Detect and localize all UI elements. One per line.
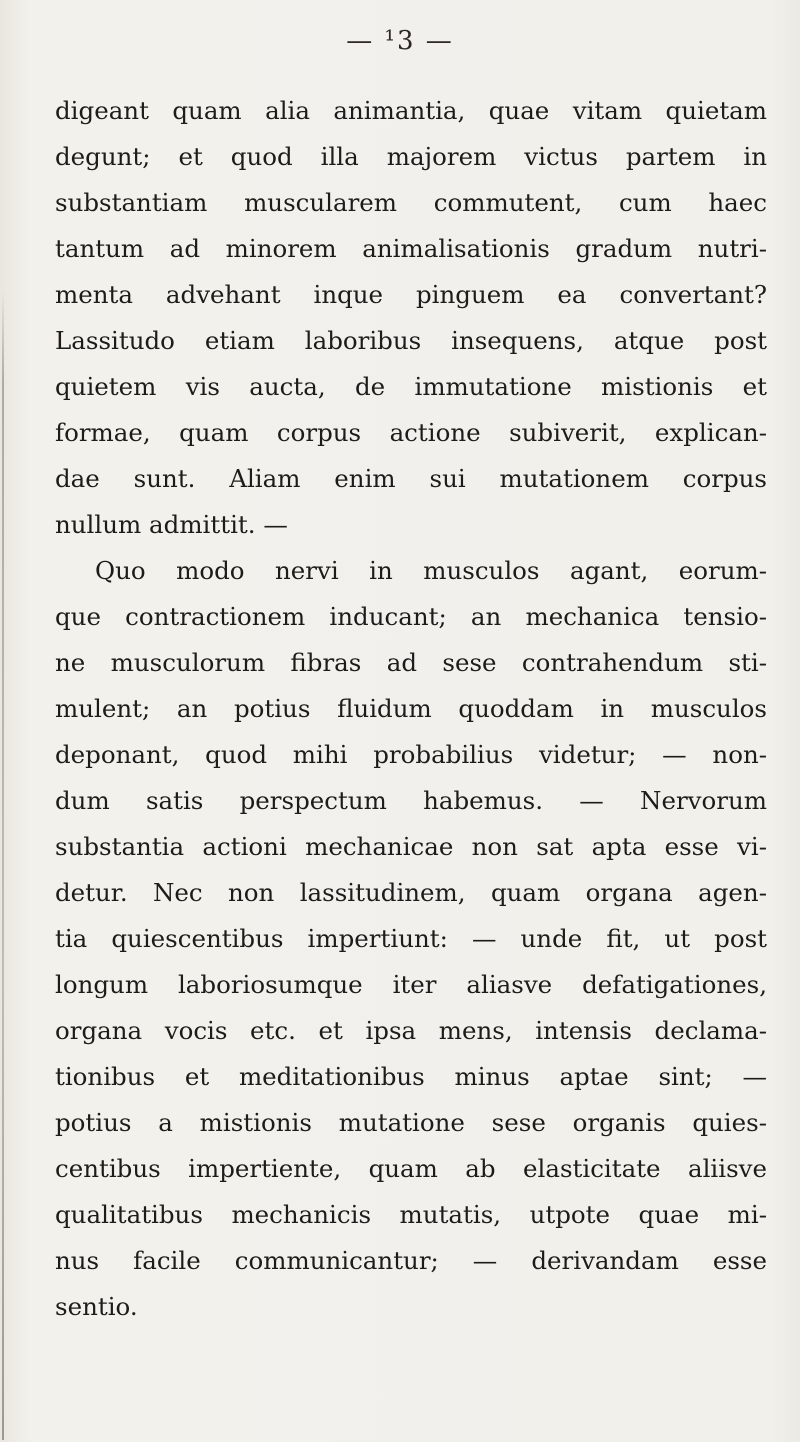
text-line: que contractionem inducant; an mechanica tensio-: [55, 602, 767, 631]
text-line: deponant, quod mihi probabilius videtur; — non-: [55, 740, 767, 769]
text-line: ne musculorum fibras ad sese contrahendum sti-: [55, 648, 767, 677]
text-line: detur. Nec non lassitudinem, quam organa agen-: [55, 878, 767, 907]
text-line: dae sunt. Aliam enim sui mutationem corpus: [55, 464, 767, 493]
text-line: tionibus et meditationibus minus aptae sint; —: [55, 1062, 767, 1091]
paragraph-end-line: sentio.: [55, 1292, 138, 1321]
text-line: organa vocis etc. et ipsa mens, intensis declama-: [55, 1016, 767, 1045]
text-line: substantiam muscularem commutent, cum haec: [55, 188, 767, 217]
body-text: [55, 88, 767, 1330]
text-line: centibus impertiente, quam ab elasticitate aliisve: [55, 1154, 767, 1183]
text-line: substantia actioni mechanicae non sat apta esse vi-: [55, 832, 767, 861]
text-line: mulent; an potius fluidum quoddam in musculos: [55, 694, 767, 723]
text-line: quietem vis aucta, de immutatione mistionis et: [55, 372, 767, 401]
text-line: potius a mistionis mutatione sese organis quies-: [55, 1108, 767, 1137]
text-line: menta advehant inque pinguem ea convertant?: [55, 280, 767, 309]
text-line: degunt; et quod illa majorem victus partem in: [55, 142, 767, 171]
text-line: nus facile communicantur; — derivandam esse: [55, 1246, 767, 1275]
paragraph-end-line: nullum admittit. —: [55, 510, 288, 539]
binding-gutter-shadow: [2, 290, 4, 1440]
text-line: Lassitudo etiam laboribus insequens, atque post: [55, 326, 767, 355]
page-number: — ¹3 —: [346, 26, 454, 56]
text-line: dum satis perspectum habemus. — Nervorum: [55, 786, 767, 815]
text-line: formae, quam corpus actione subiverit, explican-: [55, 418, 767, 447]
text-line: digeant quam alia animantia, quae vitam quietam: [55, 96, 767, 125]
paragraph-start-line: Quo modo nervi in musculos agant, eorum-: [95, 556, 767, 585]
text-line: tia quiescentibus impertiunt: — unde fit, ut post: [55, 924, 767, 953]
text-line: longum laboriosumque iter aliasve defatigationes,: [55, 970, 767, 999]
text-line: tantum ad minorem animalisationis gradum nutri-: [55, 234, 767, 263]
text-line: qualitatibus mechanicis mutatis, utpote quae mi-: [55, 1200, 767, 1229]
